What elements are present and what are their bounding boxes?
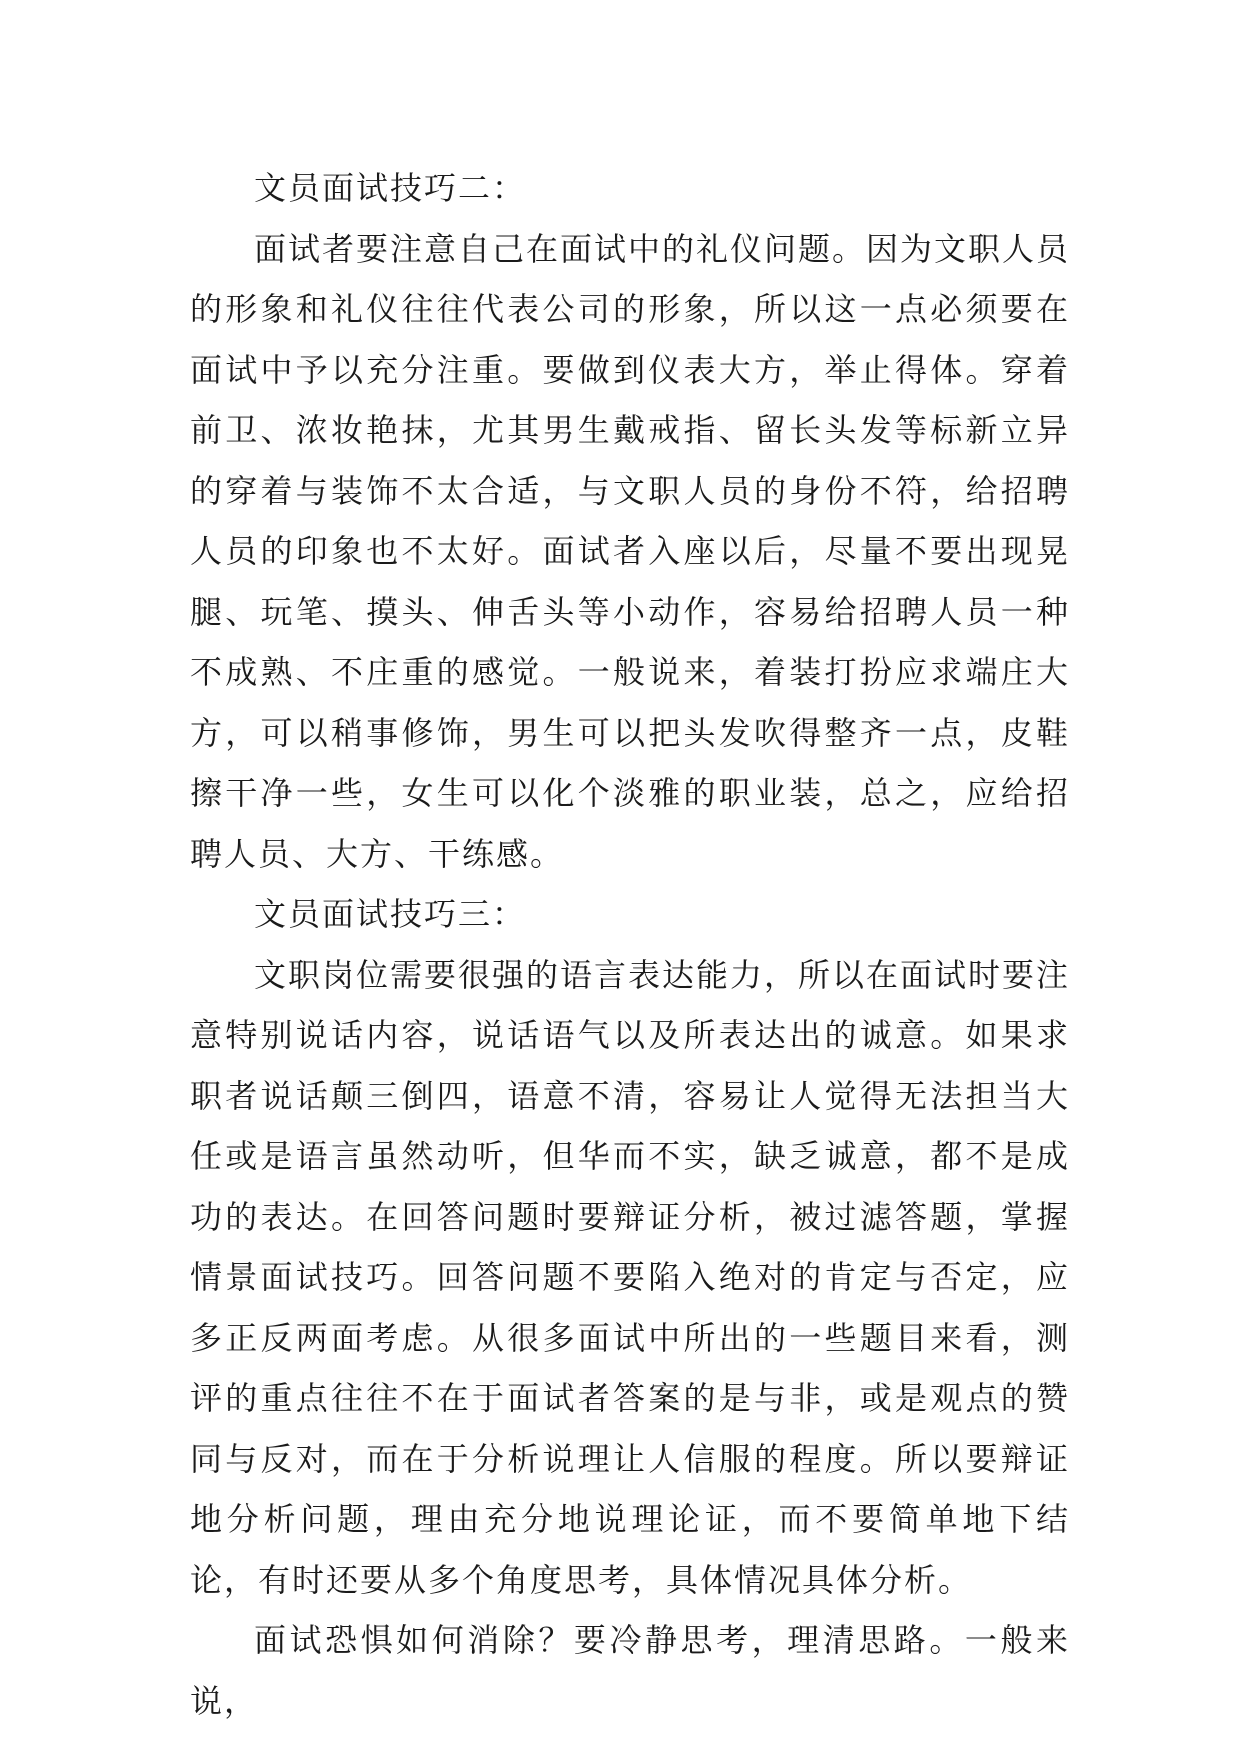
section-heading-tip-2: 文员面试技巧二： <box>254 169 527 207</box>
paragraph-etiquette: 面试者要注意自己在面试中的礼仪问题。因为文职人员的形象和礼仪往往代表公司的形象，所以这一点必须要在面试中予以充分注重。要做到仪表大方，举止得体。穿着前卫、浓妆艳抹，尤其男生戴戒指、留长头发等标新立异的穿着与装饰不太合适，与文职人员的身份不符，给招聘人员的印象也不太好。面试者入座以后，尽量不要出现晃腿、玩笔、摸头、伸舌头等小动作，容易给招聘人员一种不成熟、不庄重的感觉。一般说来，着装打扮应求端庄大方，可以稍事修饰，男生可以把头发吹得整齐一点，皮鞋擦干净一些，女生可以化个淡雅的职业装，总之，应给招聘人员、大方、干练感。 <box>190 229 1071 873</box>
paragraph-language-expression: 文职岗位需要很强的语言表达能力，所以在面试时要注意特别说话内容，说话语气以及所表达出的诚意。如果求职者说话颠三倒四，语意不清，容易让人觉得无法担当大任或是语言虽然动听，但华而不实，缺乏诚意，都不是成功的表达。在回答问题时要辩证分析，被过滤答题，掌握情景面试技巧。回答问题不要陷入绝对的肯定与否定，应多正反两面考虑。从很多面试中所出的一些题目来看，测评的重点往往不在于面试者答案的是与非，或是观点的赞同与反对，而在于分析说理让人信服的程度。所以要辩证地分析问题，理由充分地说理论证，而不要简单地下结论，有时还要从多个角度思考，具体情况具体分析。 <box>190 955 1071 1599</box>
paragraph-fear-elimination: 面试恐惧如何消除？要冷静思考，理清思路。一般来说， <box>190 1621 1070 1720</box>
section-heading-tip-3: 文员面试技巧三： <box>254 895 527 933</box>
document-body <box>190 158 1070 1731</box>
